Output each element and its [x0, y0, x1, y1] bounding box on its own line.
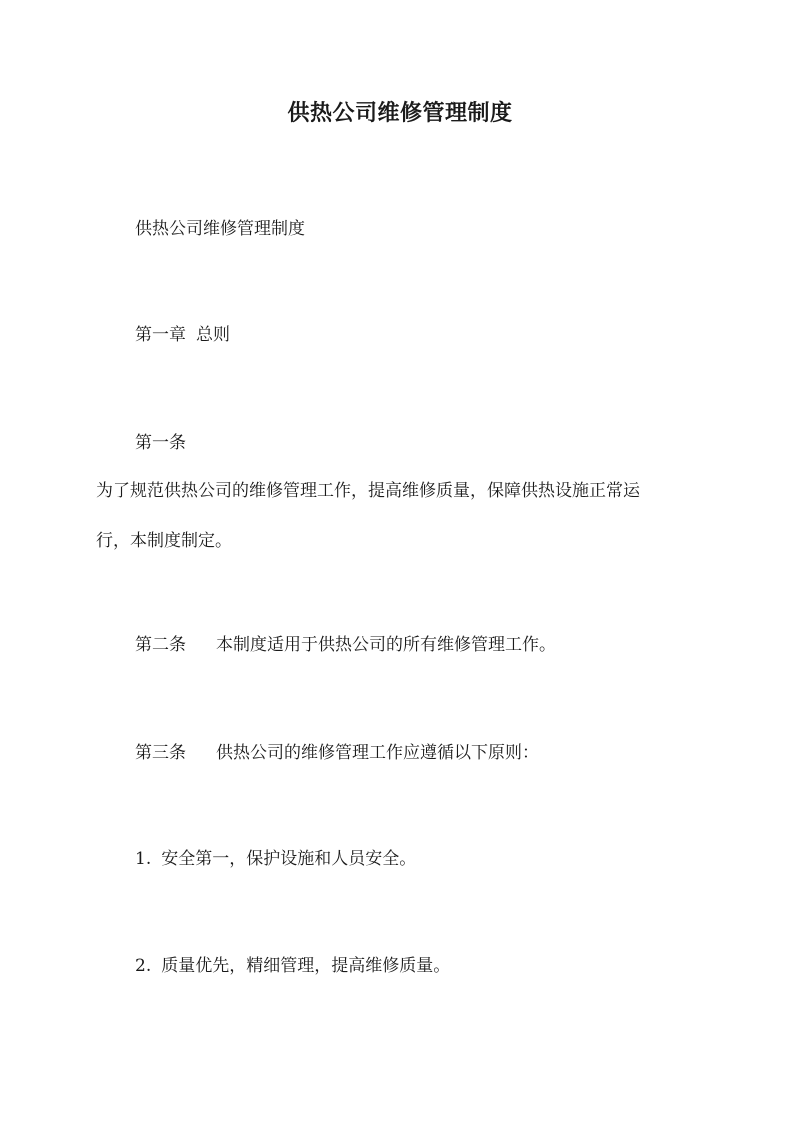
principle-item — [135, 958, 450, 975]
principle-text: 质量优先，精细管理，提高维修质量。 — [161, 956, 451, 976]
article-3-text: 供热公司的维修管理工作应遵循以下原则： — [216, 743, 539, 763]
chapter-heading — [135, 327, 230, 344]
article-1-text-line-1: 为了规范供热公司的维修管理工作，提高维修质量，保障供热设施正常运 — [96, 481, 640, 501]
principle-number: 1. — [135, 849, 152, 869]
article-3-label: 第三条 — [135, 743, 186, 763]
article-1-text-line-2: 行，本制度制定。 — [96, 531, 232, 551]
article-2-text: 本制度适用于供热公司的所有维修管理工作。 — [216, 635, 556, 655]
chapter-label: 第一章 — [135, 325, 186, 345]
principle-text: 安全第一，保护设施和人员安全。 — [161, 849, 417, 869]
document-subtitle: 供热公司维修管理制度 — [135, 219, 305, 239]
document-title: 供热公司维修管理制度 — [287, 100, 513, 126]
article-2 — [135, 637, 556, 654]
article-3 — [135, 745, 539, 762]
chapter-name: 总则 — [196, 325, 230, 345]
article-1-label: 第一条 — [135, 433, 186, 453]
article-2-label: 第二条 — [135, 635, 186, 655]
principle-number: 2. — [135, 956, 152, 976]
principle-item — [135, 851, 416, 868]
